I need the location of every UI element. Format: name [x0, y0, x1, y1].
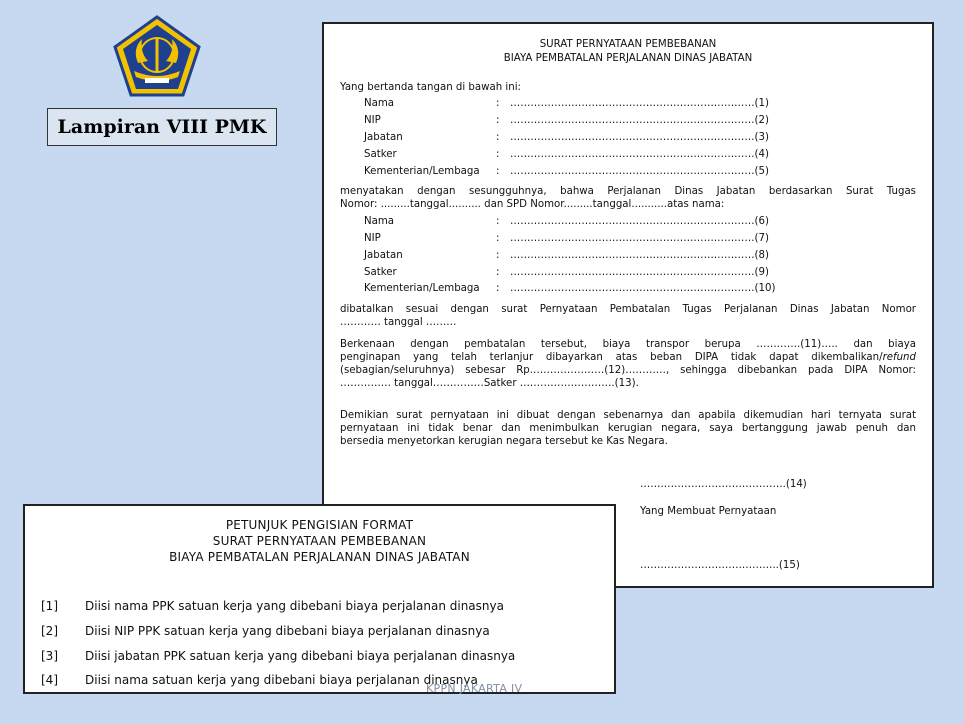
- cancellation-line: dibatalkan sesuai dengan surat Pernyataan Pembatalan Tugas Perjalanan Dinas Jabatan Nomor: [340, 304, 916, 315]
- field-blank: ………………………………………………………………(3): [510, 132, 769, 143]
- instruction-number: [2]: [41, 624, 58, 638]
- field-label: Satker: [364, 149, 397, 160]
- field-row-nip-1: [364, 114, 824, 128]
- cost-line: …………… tanggal……………Satker ……………………….(13).: [340, 378, 639, 389]
- field-colon: :: [496, 132, 500, 143]
- field-colon: :: [496, 98, 500, 109]
- instruction-text: Diisi NIP PPK satuan kerja yang dibebani biaya perjalanan dinasnya: [85, 624, 490, 638]
- closing-line: Demikian surat pernyataan ini dibuat dengan sebenarnya dan apabila dikemudian hari ternyata surat: [340, 410, 916, 421]
- document-title-line1: SURAT PERNYATAAN PEMBEBANAN: [539, 39, 717, 50]
- cost-line: Berkenaan dengan pembatalan tersebut, biaya transpor berupa ………….(11)….. dan biaya: [340, 339, 916, 350]
- field-colon: :: [496, 267, 500, 278]
- instruction-text: Diisi nama PPK satuan kerja yang dibebani biaya perjalanan dinasnya: [85, 599, 504, 613]
- signature-name: …………………………………..(15): [640, 560, 800, 571]
- field-label: Nama: [364, 98, 395, 109]
- field-blank: ………………………………………………………………(6): [510, 216, 769, 227]
- document-title-line2: BIAYA PEMBATALAN PERJALANAN DINAS JABATAN: [503, 53, 753, 64]
- field-blank: ………………………………………………………………(5): [510, 166, 769, 177]
- cost-line-text: penginapan yang telah terlanjur dibayarkan atas beban DIPA tidak dapat dikembalikan/: [340, 352, 883, 363]
- field-blank: ………………………………………………………………(7): [510, 233, 769, 244]
- cost-paragraph: [340, 338, 916, 390]
- field-label: Jabatan: [364, 132, 403, 143]
- field-row-nip-2: [364, 232, 824, 246]
- field-row-kementerian-2: [364, 282, 824, 296]
- field-label: Satker: [364, 267, 397, 278]
- field-label: Kementerian/Lembaga: [364, 166, 480, 177]
- field-blank: ………………………………………………………………(2): [510, 115, 769, 126]
- field-row-jabatan-2: [364, 249, 824, 263]
- field-blank: ………………………………………………………………(8): [510, 250, 769, 261]
- statement-line: menyatakan dengan sesungguhnya, bahwa Perjalanan Dinas Jabatan berdasarkan Surat Tugas: [340, 186, 916, 197]
- field-colon: :: [496, 149, 500, 160]
- instructions-title-line1: PETUNJUK PENGISIAN FORMAT: [225, 518, 414, 532]
- signature-place-date: …………………………………….(14): [640, 479, 807, 490]
- field-label: Jabatan: [364, 250, 403, 261]
- field-colon: :: [496, 233, 500, 244]
- cost-line: (sebagian/seluruhnya) sebesar Rp.…………………(12)…………, sehingga dibebankan pada DIPA Nomor:: [340, 365, 916, 376]
- cost-line-italic: refund: [882, 352, 916, 363]
- instructions-title-line3: BIAYA PEMBATALAN PERJALANAN DINAS JABATAN: [169, 550, 470, 564]
- closing-paragraph: [340, 409, 916, 448]
- lampiran-label: Lampiran VIII PMK: [47, 108, 277, 146]
- field-blank: ………………………………………………………………(10): [510, 283, 776, 294]
- field-blank: ………………………………………………………………(1): [510, 98, 769, 109]
- field-row-nama-2: [364, 215, 824, 229]
- intro-text: Yang bertanda tangan di bawah ini:: [340, 82, 521, 93]
- instruction-number: [3]: [41, 649, 58, 663]
- field-colon: :: [496, 166, 500, 177]
- field-row-jabatan-1: [364, 131, 824, 145]
- field-colon: :: [496, 216, 500, 227]
- closing-line: bersedia menyetorkan kerugian negara tersebut ke Kas Negara.: [340, 436, 668, 447]
- watermark-text: KPPN JAKARTA IV: [426, 682, 523, 695]
- instructions-document: [23, 504, 616, 694]
- statement-line: Nomor: .........tanggal.......... dan SPD Nomor.........tanggal...........atas nama:: [340, 199, 725, 210]
- field-blank: ………………………………………………………………(9): [510, 267, 769, 278]
- instruction-number: [4]: [41, 673, 58, 687]
- field-label: Nama: [364, 216, 395, 227]
- field-colon: :: [496, 283, 500, 294]
- cancellation-paragraph: [340, 303, 916, 329]
- instruction-text: Diisi nama satuan kerja yang dibebani biaya perjalanan dinasnya: [85, 673, 478, 687]
- statement-paragraph: [340, 185, 916, 211]
- field-label: NIP: [364, 233, 381, 244]
- field-row-nama-1: [364, 97, 824, 111]
- cancellation-line: ………… tanggal ………: [340, 317, 457, 328]
- closing-line: pernyataan ini tidak benar dan menimbulkan kerugian negara, saya bertanggung jawab penuh dan: [340, 423, 916, 434]
- field-row-satker-1: [364, 148, 824, 162]
- field-label: NIP: [364, 115, 381, 126]
- field-blank: ………………………………………………………………(4): [510, 149, 769, 160]
- kemenkeu-logo: [112, 15, 202, 97]
- field-colon: :: [496, 250, 500, 261]
- signature-role: Yang Membuat Pernyataan: [640, 506, 777, 517]
- cost-line: [340, 351, 916, 364]
- instruction-text: Diisi jabatan PPK satuan kerja yang dibebani biaya perjalanan dinasnya: [85, 649, 516, 663]
- field-row-kementerian-1: [364, 165, 824, 179]
- field-row-satker-2: [364, 266, 824, 280]
- field-colon: :: [496, 115, 500, 126]
- instruction-number: [1]: [41, 599, 58, 613]
- instructions-title-line2: SURAT PERNYATAAN PEMBEBANAN: [212, 534, 427, 548]
- field-label: Kementerian/Lembaga: [364, 283, 480, 294]
